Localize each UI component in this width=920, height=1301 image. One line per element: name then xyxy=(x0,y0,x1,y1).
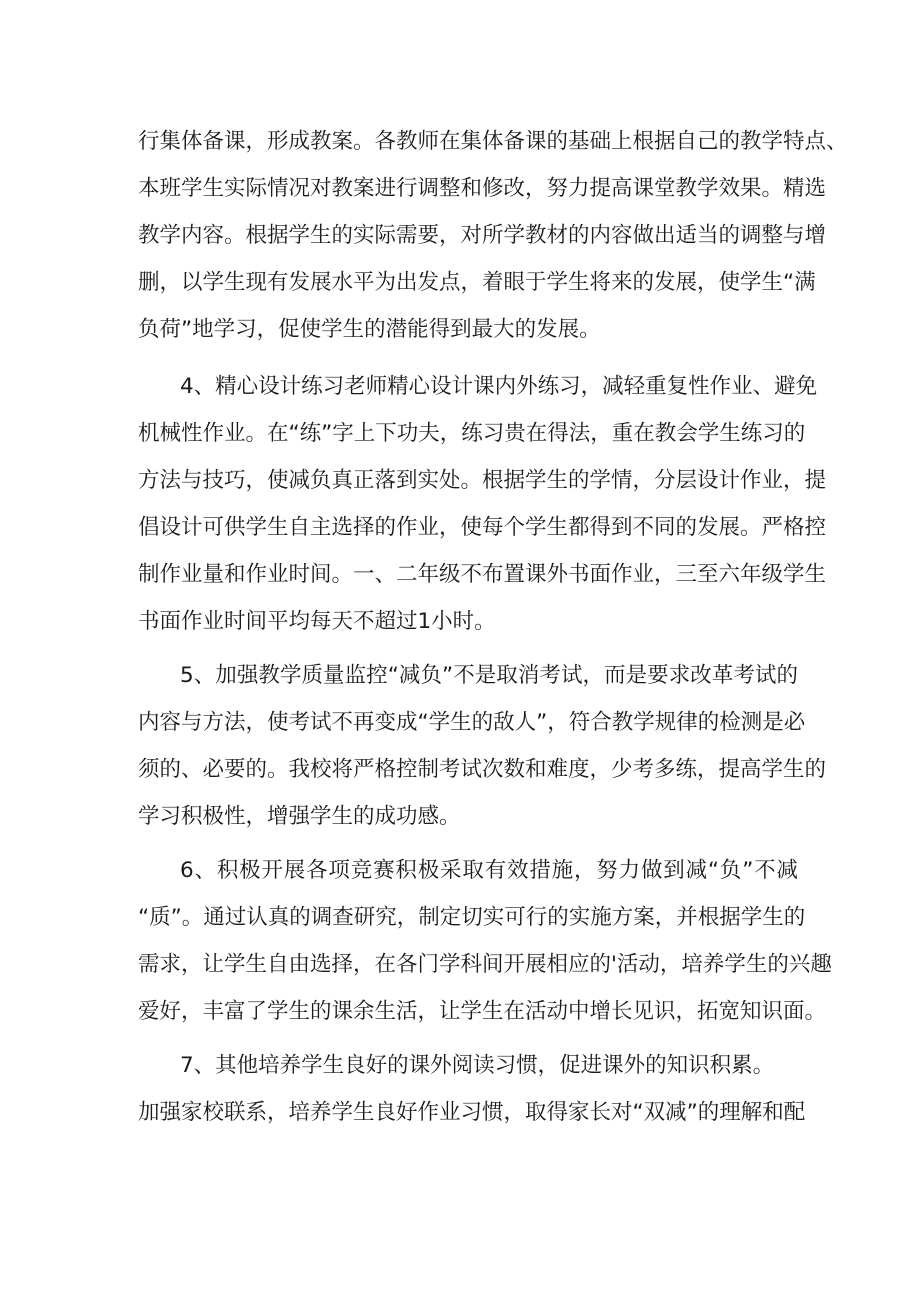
paragraph-line: 书面作业时间平均每天不超过1小时。 xyxy=(138,609,496,634)
paragraph-line: 方法与技巧，使减负真正落到实处。根据学生的学情，分层设计作业，提 xyxy=(138,468,827,493)
paragraph-line: 加强家校联系，培养学生良好作业习惯，取得家长对“双减”的理解和配 xyxy=(138,1100,806,1125)
paragraph-line: 行集体备课，形成教案。各教师在集体备课的基础上根据自己的教学特点、 xyxy=(138,129,848,154)
paragraph-line: 机械性作业。在“练”字上下功夫，练习贵在得法，重在教会学生练习的 xyxy=(138,421,806,446)
paragraph-line: 学习积极性，增强学生的成功感。 xyxy=(138,804,461,829)
paragraph-line: 需求，让学生自由选择，在各门学科间开展相应的'活动，培养学生的兴趣 xyxy=(138,952,832,977)
paragraph-line: 本班学生实际情况对教案进行调整和修改，努力提高课堂教学效果。精选 xyxy=(138,176,827,201)
paragraph-line: 7、其他培养学生良好的课外阅读习惯，促进课外的知识积累。 xyxy=(180,1053,775,1078)
paragraph-line: 删，以学生现有发展水平为出发点，着眼于学生将来的发展，使学生“满 xyxy=(138,270,816,295)
paragraph-line: “质”。通过认真的调查研究，制定切实可行的实施方案，并根据学生的 xyxy=(138,905,806,930)
paragraph-line: 6、积极开展各项竞赛积极采取有效措施，努力做到减“负”不减 xyxy=(180,858,798,883)
paragraph-line: 教学内容。根据学生的实际需要，对所学教材的内容做出适当的调整与增 xyxy=(138,223,827,248)
paragraph-line: 制作业量和作业时间。一、二年级不布置课外书面作业，三至六年级学生 xyxy=(138,562,827,587)
paragraph-line: 4、精心设计练习老师精心设计课内外练习，减轻重复性作业、避免 xyxy=(180,374,818,399)
paragraph-line: 须的、必要的。我校将严格控制考试次数和难度，少考多练，提高学生的 xyxy=(138,757,827,782)
paragraph-line: 5、加强教学质量监控“减负”不是取消考试，而是要求改革考试的 xyxy=(180,663,798,688)
paragraph-line: 负荷”地学习，促使学生的潜能得到最大的发展。 xyxy=(138,317,601,342)
paragraph-line: 倡设计可供学生自主选择的作业，使每个学生都得到不同的发展。严格控 xyxy=(138,515,827,540)
paragraph-line: 爱好，丰富了学生的课余生活，让学生在活动中增长见识，拓宽知识面。 xyxy=(138,999,827,1024)
paragraph-line: 内容与方法，使考试不再变成“学生的敌人”，符合教学规律的检测是必 xyxy=(138,710,806,735)
